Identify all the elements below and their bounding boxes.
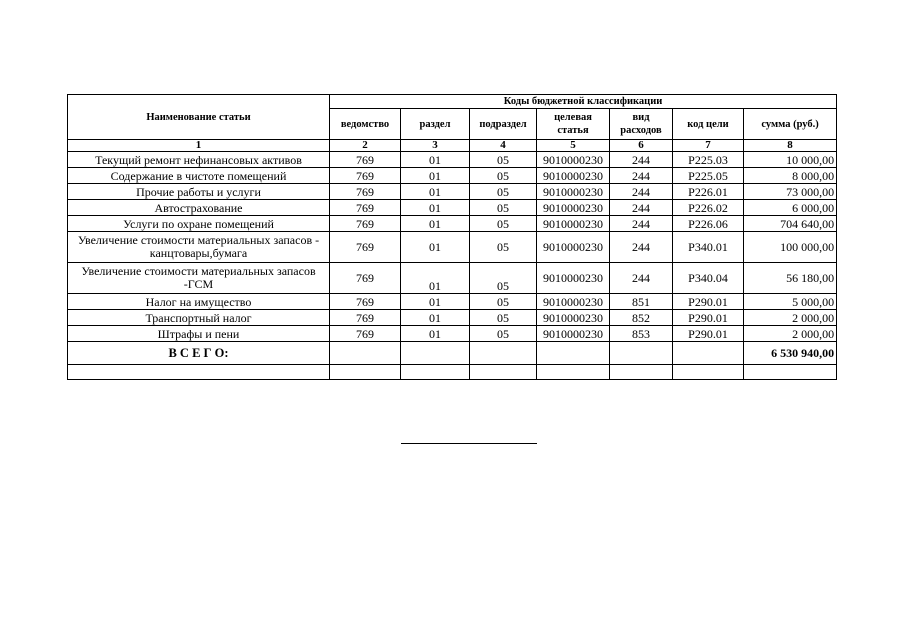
- row-ved: 769: [330, 184, 401, 200]
- row-podrazdel: 05: [470, 200, 537, 216]
- row-ved: 769: [330, 263, 401, 294]
- empty-cell: [401, 342, 470, 365]
- header-col-podrazdel: подраздел: [470, 109, 537, 140]
- col-number: 4: [470, 140, 537, 152]
- row-ved: 769: [330, 152, 401, 168]
- row-summa: 2 000,00: [744, 310, 837, 326]
- total-summa: 6 530 940,00: [744, 342, 837, 365]
- empty-cell: [610, 342, 673, 365]
- row-vid: 853: [610, 326, 673, 342]
- header-row-group: [68, 95, 837, 109]
- row-ved: 769: [330, 326, 401, 342]
- row-summa: 10 000,00: [744, 152, 837, 168]
- table-row: [68, 200, 837, 216]
- row-cel: 9010000230: [537, 152, 610, 168]
- table-row: [68, 184, 837, 200]
- header-col-cel: целевая статья: [537, 109, 610, 140]
- col-number: 2: [330, 140, 401, 152]
- row-ved: 769: [330, 294, 401, 310]
- row-cel: 9010000230: [537, 200, 610, 216]
- col-number: 7: [673, 140, 744, 152]
- row-vid: 852: [610, 310, 673, 326]
- row-kod: Р225.05: [673, 168, 744, 184]
- row-podrazdel: 05: [470, 310, 537, 326]
- row-kod: Р290.01: [673, 294, 744, 310]
- row-summa: 6 000,00: [744, 200, 837, 216]
- row-kod: Р225.03: [673, 152, 744, 168]
- row-kod: Р226.02: [673, 200, 744, 216]
- row-vid: 244: [610, 216, 673, 232]
- row-razdel: 01: [401, 200, 470, 216]
- row-summa: 100 000,00: [744, 232, 837, 263]
- row-kod: Р290.01: [673, 326, 744, 342]
- row-name: Текущий ремонт нефинансовых активов: [68, 152, 330, 168]
- header-col-ved: ведомство: [330, 109, 401, 140]
- empty-cell: [673, 365, 744, 380]
- row-name: Увеличение стоимости материальных запасов -ГСМ: [68, 263, 330, 294]
- table-row: [68, 310, 837, 326]
- row-kod: Р340.04: [673, 263, 744, 294]
- empty-cell: [470, 365, 537, 380]
- row-cel: 9010000230: [537, 232, 610, 263]
- empty-cell: [610, 365, 673, 380]
- row-ved: 769: [330, 216, 401, 232]
- header-col-kod: код цели: [673, 109, 744, 140]
- row-cel: 9010000230: [537, 294, 610, 310]
- row-podrazdel: 05: [470, 216, 537, 232]
- row-name: Услуги по охране помещений: [68, 216, 330, 232]
- table-row: [68, 168, 837, 184]
- col-number: 6: [610, 140, 673, 152]
- row-ved: 769: [330, 200, 401, 216]
- row-vid: 244: [610, 168, 673, 184]
- row-kod: Р290.01: [673, 310, 744, 326]
- col-number: 1: [68, 140, 330, 152]
- row-name: Транспортный налог: [68, 310, 330, 326]
- row-kod: Р226.01: [673, 184, 744, 200]
- empty-cell: [744, 365, 837, 380]
- row-summa: 704 640,00: [744, 216, 837, 232]
- row-ved: 769: [330, 168, 401, 184]
- table-row: [68, 152, 837, 168]
- table-row: [68, 263, 837, 294]
- row-vid: 244: [610, 232, 673, 263]
- total-label: В С Е Г О:: [68, 342, 330, 365]
- row-name: Штрафы и пени: [68, 326, 330, 342]
- budget-table: [67, 94, 837, 380]
- row-podrazdel: 05: [470, 232, 537, 263]
- row-summa: 8 000,00: [744, 168, 837, 184]
- row-ved: 769: [330, 232, 401, 263]
- row-kod: Р226.06: [673, 216, 744, 232]
- row-vid: 244: [610, 200, 673, 216]
- empty-cell: [537, 365, 610, 380]
- row-cel: 9010000230: [537, 216, 610, 232]
- table-row: [68, 232, 837, 263]
- row-razdel: 01: [401, 263, 470, 294]
- table-row: [68, 216, 837, 232]
- col-number: 5: [537, 140, 610, 152]
- row-summa: 2 000,00: [744, 326, 837, 342]
- row-razdel: 01: [401, 310, 470, 326]
- signature-line: [401, 443, 537, 444]
- row-razdel: 01: [401, 326, 470, 342]
- row-podrazdel: 05: [470, 263, 537, 294]
- table-row: [68, 294, 837, 310]
- empty-cell: [673, 342, 744, 365]
- empty-cell: [330, 342, 401, 365]
- empty-cell: [537, 342, 610, 365]
- row-name: Увеличение стоимости материальных запасов - канцтовары,бумага: [68, 232, 330, 263]
- row-ved: 769: [330, 310, 401, 326]
- empty-cell: [330, 365, 401, 380]
- empty-cell: [470, 342, 537, 365]
- row-razdel: 01: [401, 294, 470, 310]
- row-razdel: 01: [401, 232, 470, 263]
- row-name: Содержание в чистоте помещений: [68, 168, 330, 184]
- row-name: Автострахование: [68, 200, 330, 216]
- row-cel: 9010000230: [537, 326, 610, 342]
- row-summa: 73 000,00: [744, 184, 837, 200]
- col-number: 8: [744, 140, 837, 152]
- row-podrazdel: 05: [470, 326, 537, 342]
- row-podrazdel: 05: [470, 294, 537, 310]
- header-group-title: Коды бюджетной классификации: [330, 95, 837, 109]
- row-podrazdel: 05: [470, 184, 537, 200]
- row-podrazdel: 05: [470, 152, 537, 168]
- header-col-summa: сумма (руб.): [744, 109, 837, 140]
- empty-cell: [68, 365, 330, 380]
- table-row: [68, 326, 837, 342]
- row-cel: 9010000230: [537, 184, 610, 200]
- header-col-vid: вид расходов: [610, 109, 673, 140]
- row-vid: 244: [610, 263, 673, 294]
- row-vid: 244: [610, 184, 673, 200]
- empty-row: [68, 365, 837, 380]
- header-name-col: Наименование статьи: [68, 95, 330, 140]
- row-name: Прочие работы и услуги: [68, 184, 330, 200]
- row-cel: 9010000230: [537, 263, 610, 294]
- row-razdel: 01: [401, 216, 470, 232]
- row-summa: 5 000,00: [744, 294, 837, 310]
- row-kod: Р340.01: [673, 232, 744, 263]
- row-vid: 244: [610, 152, 673, 168]
- col-number: 3: [401, 140, 470, 152]
- row-cel: 9010000230: [537, 310, 610, 326]
- row-vid: 851: [610, 294, 673, 310]
- header-numbers-row: [68, 140, 837, 152]
- row-podrazdel: 05: [470, 168, 537, 184]
- empty-cell: [401, 365, 470, 380]
- row-name: Налог на имущество: [68, 294, 330, 310]
- row-razdel: 01: [401, 168, 470, 184]
- total-row: [68, 342, 837, 365]
- row-razdel: 01: [401, 184, 470, 200]
- row-razdel: 01: [401, 152, 470, 168]
- header-col-razdel: раздел: [401, 109, 470, 140]
- row-cel: 9010000230: [537, 168, 610, 184]
- row-summa: 56 180,00: [744, 263, 837, 294]
